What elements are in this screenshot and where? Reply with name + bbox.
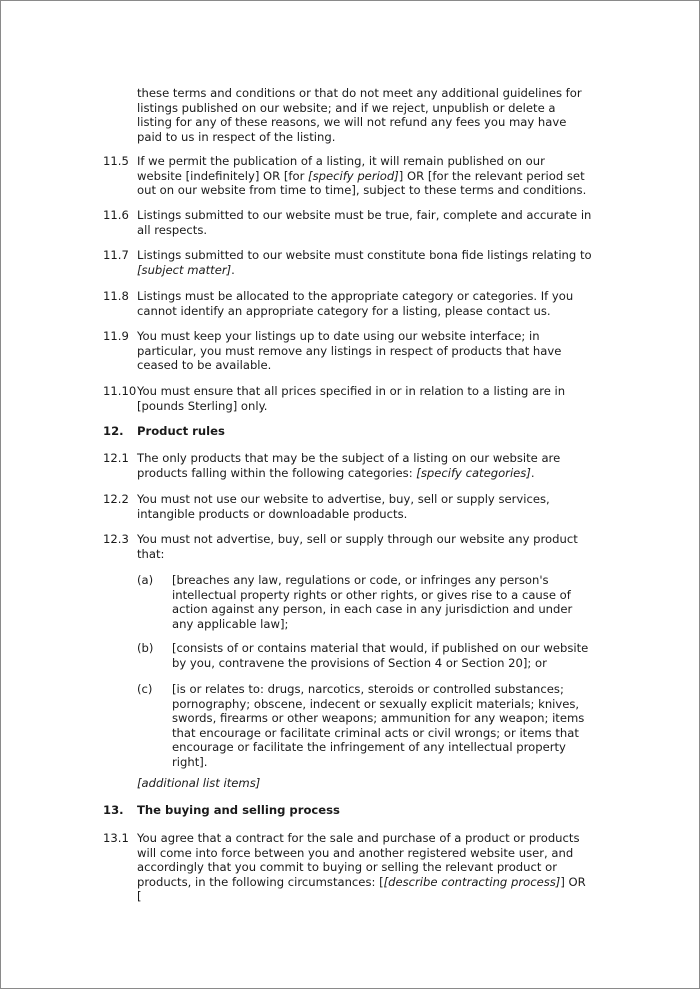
list-item-label: (c) [137,682,153,696]
list-item-label: (a) [137,573,154,587]
clause-number: 11.5 [103,154,129,168]
clause-number: 11.9 [103,329,129,343]
section-heading: Product rules [137,424,225,438]
clause-number: 12.1 [103,451,129,465]
clause-12-3-text: You must not advertise, buy, sell or supply through our website any product that: [137,532,578,561]
list-item-c-text: [is or relates to: drugs, narcotics, steroids or controlled substances; pornography; obscene, indecent or sexually explicit materials; knives, swords, firearms or other weapons; ammunition for any weapon; items that encourage or facilitate criminal acts or civil wrongs; or items that encourage or facilitate the infringement of any intellectual property right]. [172,682,585,769]
clause-11-10-text: You must ensure that all prices specified in or in relation to a listing are in [pounds Sterling] only. [137,384,566,413]
intro-paragraph: these terms and conditions or that do not meet any additional guidelines for listings published on our website; and if we reject, unpublish or delete a listing for any of these reasons, we will not refund any fees you may have paid to us in respect of the listing. [137,86,582,144]
clause-11-7-text: Listings submitted to our website must constitute bona fide listings relating to [subject matter]. [137,248,592,277]
clause-11-9-text: You must keep your listings up to date using our website interface; in particular, you must remove any listings in respect of products that have ceased to be available. [137,329,562,373]
clause-11-6-text: Listings submitted to our website must be true, fair, complete and accurate in all respects. [137,208,592,237]
list-item-b-text: [consists of or contains material that would, if published on our website by you, contravene the provisions of Section 4 or Section 20]; or [172,641,589,670]
clause-number: 11.6 [103,208,129,222]
list-item-label: (b) [137,641,154,655]
clause-number: 11.7 [103,248,129,262]
clause-number: 13.1 [103,831,129,845]
list-item-a-text: [breaches any law, regulations or code, or infringes any person's intellectual property rights or other rights, or gives rise to a cause of action against any person, in each case in any jurisdiction and under any applicable law]; [172,573,573,631]
section-number: 12. [103,424,124,438]
clause-12-1-text: The only products that may be the subject of a listing on our website are products falling within the following categories: [specify categories]. [137,451,561,480]
clause-11-8-text: Listings must be allocated to the appropriate category or categories. If you cannot identify an appropriate category for a listing, please contact us. [137,289,574,318]
section-heading: The buying and selling process [137,803,340,817]
clause-13-1-text: You agree that a contract for the sale and purchase of a product or products will come into force between you and another registered website user, and accordingly that you commit to buying or selling the relevant product or products, in the following circumstances: [[describe contracting process]] OR [ [137,831,586,904]
additional-list-items: [additional list items] [137,776,261,790]
section-number: 13. [103,803,124,817]
clause-number: 12.3 [103,532,129,546]
clause-number: 11.8 [103,289,129,303]
clause-number: 11.10 [103,384,137,398]
clause-number: 12.2 [103,492,129,506]
clause-12-2-text: You must not use our website to advertise, buy, sell or supply services, intangible products or downloadable products. [137,492,550,521]
clause-11-5-text: If we permit the publication of a listing, it will remain published on our website [indefinitely] OR [for [specify period]] OR [for the relevant period set out on our website from time to time], subject to these terms and conditions. [137,154,587,198]
